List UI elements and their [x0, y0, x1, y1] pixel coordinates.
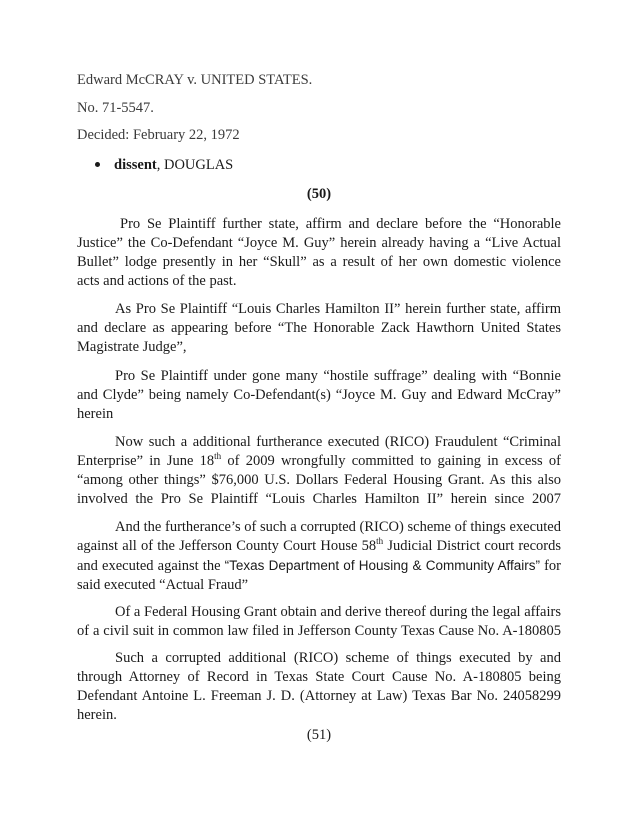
page-number-top: (50) — [306, 186, 332, 202]
paragraph-line — [77, 452, 561, 471]
ordinal-suffix: th — [376, 536, 384, 547]
line-text: for — [540, 558, 561, 574]
line-text: and executed against the — [77, 558, 225, 574]
line-text: Judicial District court records — [383, 538, 561, 554]
paragraph-line: said executed “Actual Fraud” — [77, 577, 249, 593]
paragraph-6 — [77, 603, 561, 641]
paragraph-line — [77, 537, 561, 556]
paragraph-line: “among other things” $76,000 U.S. Dollars Federal Housing Grant. As this also — [77, 472, 561, 488]
line-text: Enterprise” in June 18 — [77, 453, 215, 469]
decision-date: Decided: February 22, 1972 — [77, 127, 240, 143]
paragraph-line: acts and actions of the past. — [77, 273, 237, 289]
paragraph-line: involved the Pro Se Plaintiff “Louis Charles Hamilton II” herein since 2007 — [77, 491, 561, 507]
paragraph-4 — [77, 433, 561, 509]
paragraph-1 — [77, 215, 561, 291]
case-title: Edward McCRAY v. UNITED STATES. — [77, 72, 313, 88]
line-text: of 2009 wrongfully committed to gaining in excess of — [221, 453, 561, 469]
paragraph-line: through Attorney of Record in Texas State Court Cause No. A-180805 being — [77, 669, 561, 685]
paragraph-line: herein — [77, 406, 114, 422]
paragraph-line: Now such a additional furtherance executed (RICO) Fraudulent “Criminal — [115, 434, 561, 450]
paragraph-5 — [77, 518, 561, 595]
agency-name: “Texas Department of Housing & Community Affairs” — [224, 558, 540, 573]
case-number: No. 71-5547. — [77, 100, 154, 116]
paragraph-line: And the furtherance’s of such a corrupted (RICO) scheme of things executed — [115, 519, 561, 535]
opinion-type: dissent — [114, 157, 157, 173]
paragraph-line: and declare as appearing before “The Honorable Zack Hawthorn United States — [77, 320, 561, 336]
paragraph-3 — [77, 367, 561, 424]
paragraph-line: and Clyde” being namely Co-Defendant(s) “Joyce M. Guy and Edward McCray” — [77, 387, 561, 403]
paragraph-line: As Pro Se Plaintiff “Louis Charles Hamilton II” herein further state, affirm — [115, 301, 561, 317]
paragraph-7 — [77, 649, 561, 725]
paragraph-line: Pro Se Plaintiff further state, affirm and declare before the “Honorable — [120, 216, 561, 232]
bullet-icon — [95, 162, 100, 167]
paragraph-line: Magistrate Judge”, — [77, 339, 187, 355]
paragraph-line: Bullet” lodge presently in her “Skull” as a result of her own domestic violence — [77, 254, 561, 270]
paragraph-line: Defendant Antoine L. Freeman J. D. (Attorney at Law) Texas Bar No. 24058299 — [77, 688, 561, 704]
paragraph-line: Such a corrupted additional (RICO) scheme of things executed by and — [115, 650, 561, 666]
paragraph-line: herein. — [77, 707, 117, 723]
line-text: against all of the Jefferson County Court House 58 — [77, 538, 377, 554]
paragraph-line: of a civil suit in common law filed in Jefferson County Texas Cause No. A-180805 — [77, 623, 561, 639]
opinion-bullet — [95, 157, 233, 174]
paragraph-line: Of a Federal Housing Grant obtain and derive thereof during the legal affairs — [115, 604, 561, 620]
opinion-author: , DOUGLAS — [156, 157, 234, 173]
page-number-bottom: (51) — [306, 727, 332, 743]
paragraph-line: Pro Se Plaintiff under gone many “hostile suffrage” dealing with “Bonnie — [115, 368, 561, 384]
paragraph-line — [77, 556, 561, 576]
ordinal-suffix: th — [214, 451, 222, 462]
paragraph-line: Justice” the Co-Defendant “Joyce M. Guy” herein already having a “Live Actual — [77, 235, 561, 251]
paragraph-2 — [77, 300, 561, 357]
